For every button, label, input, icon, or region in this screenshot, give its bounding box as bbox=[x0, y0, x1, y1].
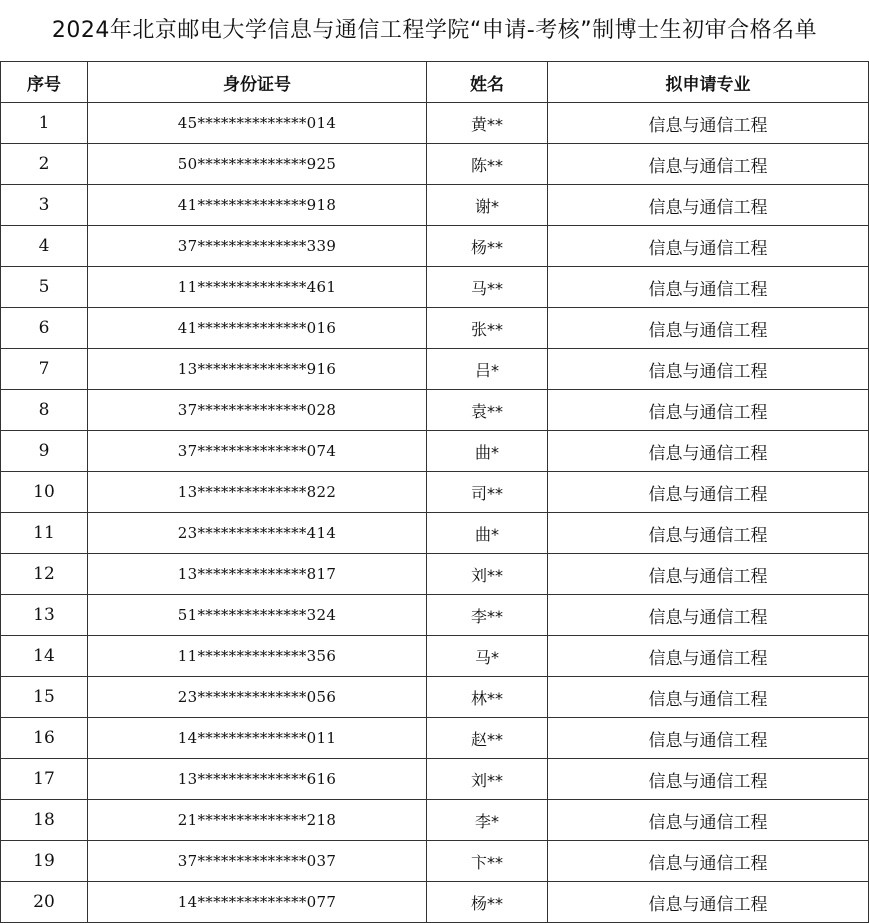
cell-name: 杨** bbox=[427, 226, 548, 267]
cell-seq: 10 bbox=[1, 472, 88, 513]
cell-name: 吕* bbox=[427, 349, 548, 390]
header-seq: 序号 bbox=[1, 62, 88, 103]
cell-seq: 19 bbox=[1, 841, 88, 882]
cell-seq: 11 bbox=[1, 513, 88, 554]
table-row bbox=[1, 144, 869, 185]
table-row bbox=[1, 267, 869, 308]
table-row bbox=[1, 431, 869, 472]
table-row bbox=[1, 554, 869, 595]
cell-major: 信息与通信工程 bbox=[548, 185, 869, 226]
cell-id-number: 13**************817 bbox=[88, 554, 427, 595]
table-row bbox=[1, 472, 869, 513]
cell-seq: 18 bbox=[1, 800, 88, 841]
cell-major: 信息与通信工程 bbox=[548, 595, 869, 636]
cell-name: 林** bbox=[427, 677, 548, 718]
cell-id-number: 13**************916 bbox=[88, 349, 427, 390]
cell-name: 黄** bbox=[427, 103, 548, 144]
cell-id-number: 13**************822 bbox=[88, 472, 427, 513]
cell-name: 刘** bbox=[427, 759, 548, 800]
cell-seq: 5 bbox=[1, 267, 88, 308]
cell-id-number: 23**************414 bbox=[88, 513, 427, 554]
cell-seq: 6 bbox=[1, 308, 88, 349]
cell-id-number: 14**************011 bbox=[88, 718, 427, 759]
cell-name: 司** bbox=[427, 472, 548, 513]
cell-id-number: 11**************461 bbox=[88, 267, 427, 308]
cell-name: 马* bbox=[427, 636, 548, 677]
cell-id-number: 37**************339 bbox=[88, 226, 427, 267]
cell-seq: 13 bbox=[1, 595, 88, 636]
table-body bbox=[1, 103, 869, 923]
table-row bbox=[1, 595, 869, 636]
cell-major: 信息与通信工程 bbox=[548, 513, 869, 554]
cell-seq: 14 bbox=[1, 636, 88, 677]
cell-seq: 15 bbox=[1, 677, 88, 718]
cell-id-number: 21**************218 bbox=[88, 800, 427, 841]
table-row bbox=[1, 882, 869, 923]
cell-major: 信息与通信工程 bbox=[548, 267, 869, 308]
table-row bbox=[1, 759, 869, 800]
cell-name: 张** bbox=[427, 308, 548, 349]
cell-seq: 8 bbox=[1, 390, 88, 431]
cell-id-number: 37**************074 bbox=[88, 431, 427, 472]
cell-seq: 7 bbox=[1, 349, 88, 390]
cell-major: 信息与通信工程 bbox=[548, 144, 869, 185]
cell-id-number: 11**************356 bbox=[88, 636, 427, 677]
cell-id-number: 41**************016 bbox=[88, 308, 427, 349]
cell-name: 袁** bbox=[427, 390, 548, 431]
header-major: 拟申请专业 bbox=[548, 62, 869, 103]
cell-id-number: 41**************918 bbox=[88, 185, 427, 226]
cell-name: 李** bbox=[427, 595, 548, 636]
header-id-number: 身份证号 bbox=[88, 62, 427, 103]
cell-major: 信息与通信工程 bbox=[548, 349, 869, 390]
cell-name: 李* bbox=[427, 800, 548, 841]
table-row bbox=[1, 677, 869, 718]
cell-id-number: 14**************077 bbox=[88, 882, 427, 923]
document-title: 2024年北京邮电大学信息与通信工程学院“申请-考核”制博士生初审合格名单 bbox=[51, 18, 818, 43]
cell-major: 信息与通信工程 bbox=[548, 390, 869, 431]
cell-major: 信息与通信工程 bbox=[548, 841, 869, 882]
cell-name: 曲* bbox=[427, 513, 548, 554]
cell-major: 信息与通信工程 bbox=[548, 636, 869, 677]
cell-seq: 17 bbox=[1, 759, 88, 800]
table-row bbox=[1, 349, 869, 390]
cell-major: 信息与通信工程 bbox=[548, 472, 869, 513]
cell-name: 马** bbox=[427, 267, 548, 308]
cell-major: 信息与通信工程 bbox=[548, 431, 869, 472]
cell-major: 信息与通信工程 bbox=[548, 759, 869, 800]
cell-major: 信息与通信工程 bbox=[548, 103, 869, 144]
cell-seq: 9 bbox=[1, 431, 88, 472]
cell-name: 卞** bbox=[427, 841, 548, 882]
table-row bbox=[1, 513, 869, 554]
header-name: 姓名 bbox=[427, 62, 548, 103]
cell-id-number: 23**************056 bbox=[88, 677, 427, 718]
cell-id-number: 50**************925 bbox=[88, 144, 427, 185]
cell-seq: 2 bbox=[1, 144, 88, 185]
cell-id-number: 45**************014 bbox=[88, 103, 427, 144]
cell-seq: 12 bbox=[1, 554, 88, 595]
cell-id-number: 37**************028 bbox=[88, 390, 427, 431]
cell-name: 谢* bbox=[427, 185, 548, 226]
cell-name: 杨** bbox=[427, 882, 548, 923]
table-row bbox=[1, 841, 869, 882]
cell-seq: 3 bbox=[1, 185, 88, 226]
cell-major: 信息与通信工程 bbox=[548, 718, 869, 759]
table-row bbox=[1, 185, 869, 226]
cell-major: 信息与通信工程 bbox=[548, 226, 869, 267]
table-row bbox=[1, 636, 869, 677]
table-row bbox=[1, 103, 869, 144]
table-header-row bbox=[1, 62, 869, 103]
cell-major: 信息与通信工程 bbox=[548, 882, 869, 923]
cell-seq: 1 bbox=[1, 103, 88, 144]
cell-id-number: 51**************324 bbox=[88, 595, 427, 636]
qualified-candidates-table bbox=[0, 61, 869, 923]
cell-major: 信息与通信工程 bbox=[548, 308, 869, 349]
table-row bbox=[1, 390, 869, 431]
cell-id-number: 13**************616 bbox=[88, 759, 427, 800]
cell-major: 信息与通信工程 bbox=[548, 800, 869, 841]
cell-name: 刘** bbox=[427, 554, 548, 595]
table-row bbox=[1, 718, 869, 759]
cell-name: 曲* bbox=[427, 431, 548, 472]
table-row bbox=[1, 800, 869, 841]
table-row bbox=[1, 308, 869, 349]
cell-seq: 4 bbox=[1, 226, 88, 267]
cell-seq: 20 bbox=[1, 882, 88, 923]
cell-seq: 16 bbox=[1, 718, 88, 759]
cell-name: 陈** bbox=[427, 144, 548, 185]
cell-major: 信息与通信工程 bbox=[548, 677, 869, 718]
table-row bbox=[1, 226, 869, 267]
cell-id-number: 37**************037 bbox=[88, 841, 427, 882]
cell-name: 赵** bbox=[427, 718, 548, 759]
cell-major: 信息与通信工程 bbox=[548, 554, 869, 595]
